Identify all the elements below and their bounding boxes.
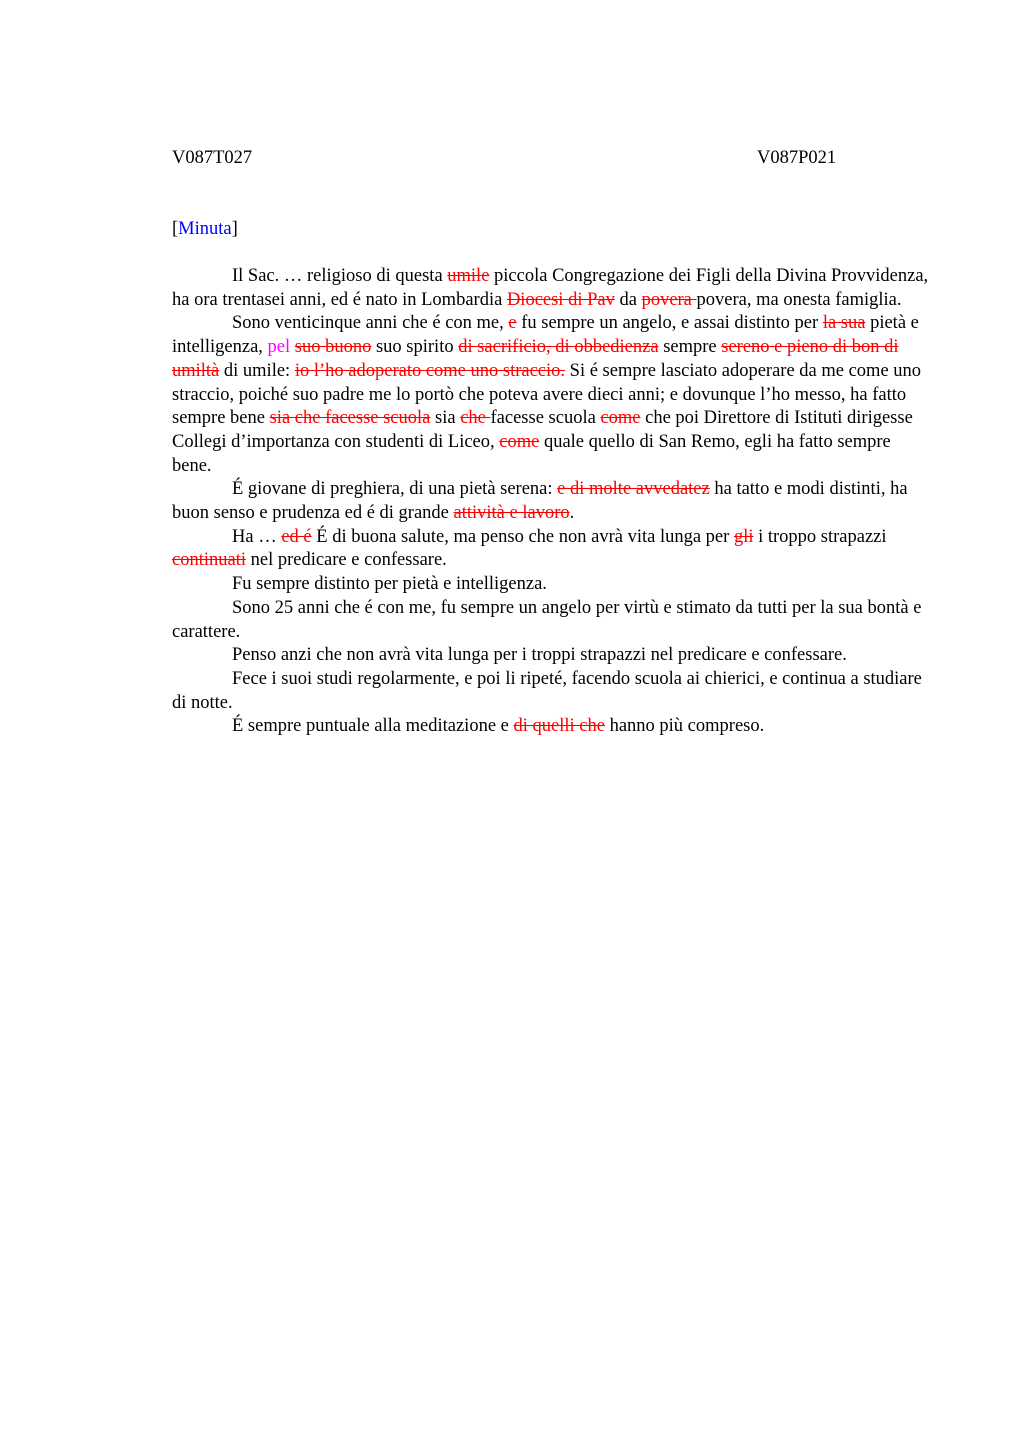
text-segment: che poi Direttore di Istituti dirigesse Collegi d’importanza con studenti di Liceo,	[172, 408, 913, 452]
text-segment: Fece i suoi studi regolarmente, e poi li ripeté, facendo scuola ai chierici, e continua a studiare di notte.	[172, 668, 922, 713]
deleted-text: suo buono	[294, 337, 372, 358]
label-close-bracket: ]	[231, 219, 238, 239]
paragraph	[172, 265, 930, 312]
text-segment: quale quello di San Remo, egli ha fatto sempre bene.	[172, 431, 891, 476]
text-segment: sempre	[658, 337, 722, 358]
paragraph	[172, 526, 930, 573]
label-minuta: Minuta	[178, 219, 232, 239]
deleted-text: ed é	[281, 526, 312, 547]
text-segment: pietà e intelligenza,	[172, 313, 919, 358]
text-segment: Penso anzi che non avrà vita lunga per i troppi strapazzi nel predicare e confessare.	[232, 645, 847, 666]
deleted-text: io l’ho adoperato come uno straccio.	[294, 360, 566, 381]
header-right-code: V087P021	[757, 148, 837, 168]
text-segment: da	[614, 289, 642, 310]
paragraph	[172, 312, 930, 478]
text-segment: facesse scuola	[490, 408, 601, 429]
deleted-text: che	[460, 408, 491, 429]
deleted-text: di sacrificio, di obbedienza	[458, 337, 659, 358]
text-segment: suo spirito	[371, 337, 459, 358]
paragraph	[172, 573, 930, 597]
paragraph	[172, 597, 930, 644]
deleted-text: come	[600, 408, 641, 429]
text-segment: Sono venticinque anni che é con me,	[232, 313, 509, 334]
paragraph	[172, 715, 930, 739]
paragraph	[172, 668, 930, 715]
text-segment: povera, ma onesta famiglia.	[696, 289, 902, 310]
deleted-text: umile	[447, 266, 490, 286]
document-label	[172, 218, 238, 240]
deleted-text: e	[508, 313, 517, 334]
text-segment: sia	[430, 408, 461, 429]
deleted-text: povera	[641, 289, 697, 310]
document-body	[172, 265, 930, 739]
text-segment: .	[569, 503, 575, 524]
deleted-text: continuati	[172, 550, 246, 571]
label-open-bracket: [	[172, 219, 179, 239]
text-segment: Il Sac. … religioso di questa	[232, 266, 448, 286]
text-segment: Fu sempre distinto per pietà e intelligenza.	[232, 574, 547, 595]
text-segment: É di buona salute, ma penso che non avrà vita lunga per	[311, 526, 734, 547]
header-left-code: V087T027	[172, 148, 253, 168]
text-segment: É giovane di preghiera, di una pietà serena:	[232, 479, 558, 500]
text-segment: Sono 25 anni che é con me, fu sempre un angelo per virtù e stimato da tutti per la sua bontà e carattere.	[172, 597, 922, 642]
text-segment: Ha …	[232, 526, 282, 547]
text-segment: Si é sempre lasciato adoperare da me come uno straccio, poiché suo padre me lo portò che poteva avere dieci anni; e dovunque l’ho messo, ha fatto sempre bene	[172, 360, 922, 429]
deleted-text: gli	[733, 526, 754, 547]
inserted-text: pel	[267, 337, 291, 358]
text-segment: i troppo strapazzi	[753, 526, 887, 547]
deleted-text: la sua	[822, 313, 866, 334]
deleted-text: come	[499, 431, 540, 452]
deleted-text: sia che facesse scuola	[269, 408, 431, 429]
deleted-text: sereno e pieno di bon di umiltà	[172, 337, 899, 381]
deleted-text: e di molte avvedatez	[557, 479, 710, 500]
text-segment: di umile:	[219, 360, 295, 381]
text-segment: fu sempre un angelo, e assai distinto per	[516, 313, 823, 334]
text-segment: nel predicare e confessare.	[245, 550, 447, 571]
text-segment: hanno più compreso.	[604, 716, 765, 737]
text-segment: piccola Congregazione dei Figli della Divina Provvidenza, ha ora trentasei anni, ed é nato in Lombardia	[172, 266, 929, 310]
paragraph	[172, 644, 930, 668]
paragraph	[172, 478, 930, 525]
deleted-text: attività e lavoro	[453, 503, 570, 524]
text-segment: ha tatto e modi distinti, ha buon senso e prudenza ed é di grande	[172, 479, 908, 524]
deleted-text: Diocesi di Pav	[506, 289, 615, 310]
text-segment: É sempre puntuale alla meditazione e	[232, 716, 514, 737]
deleted-text: di quelli che	[513, 716, 605, 737]
